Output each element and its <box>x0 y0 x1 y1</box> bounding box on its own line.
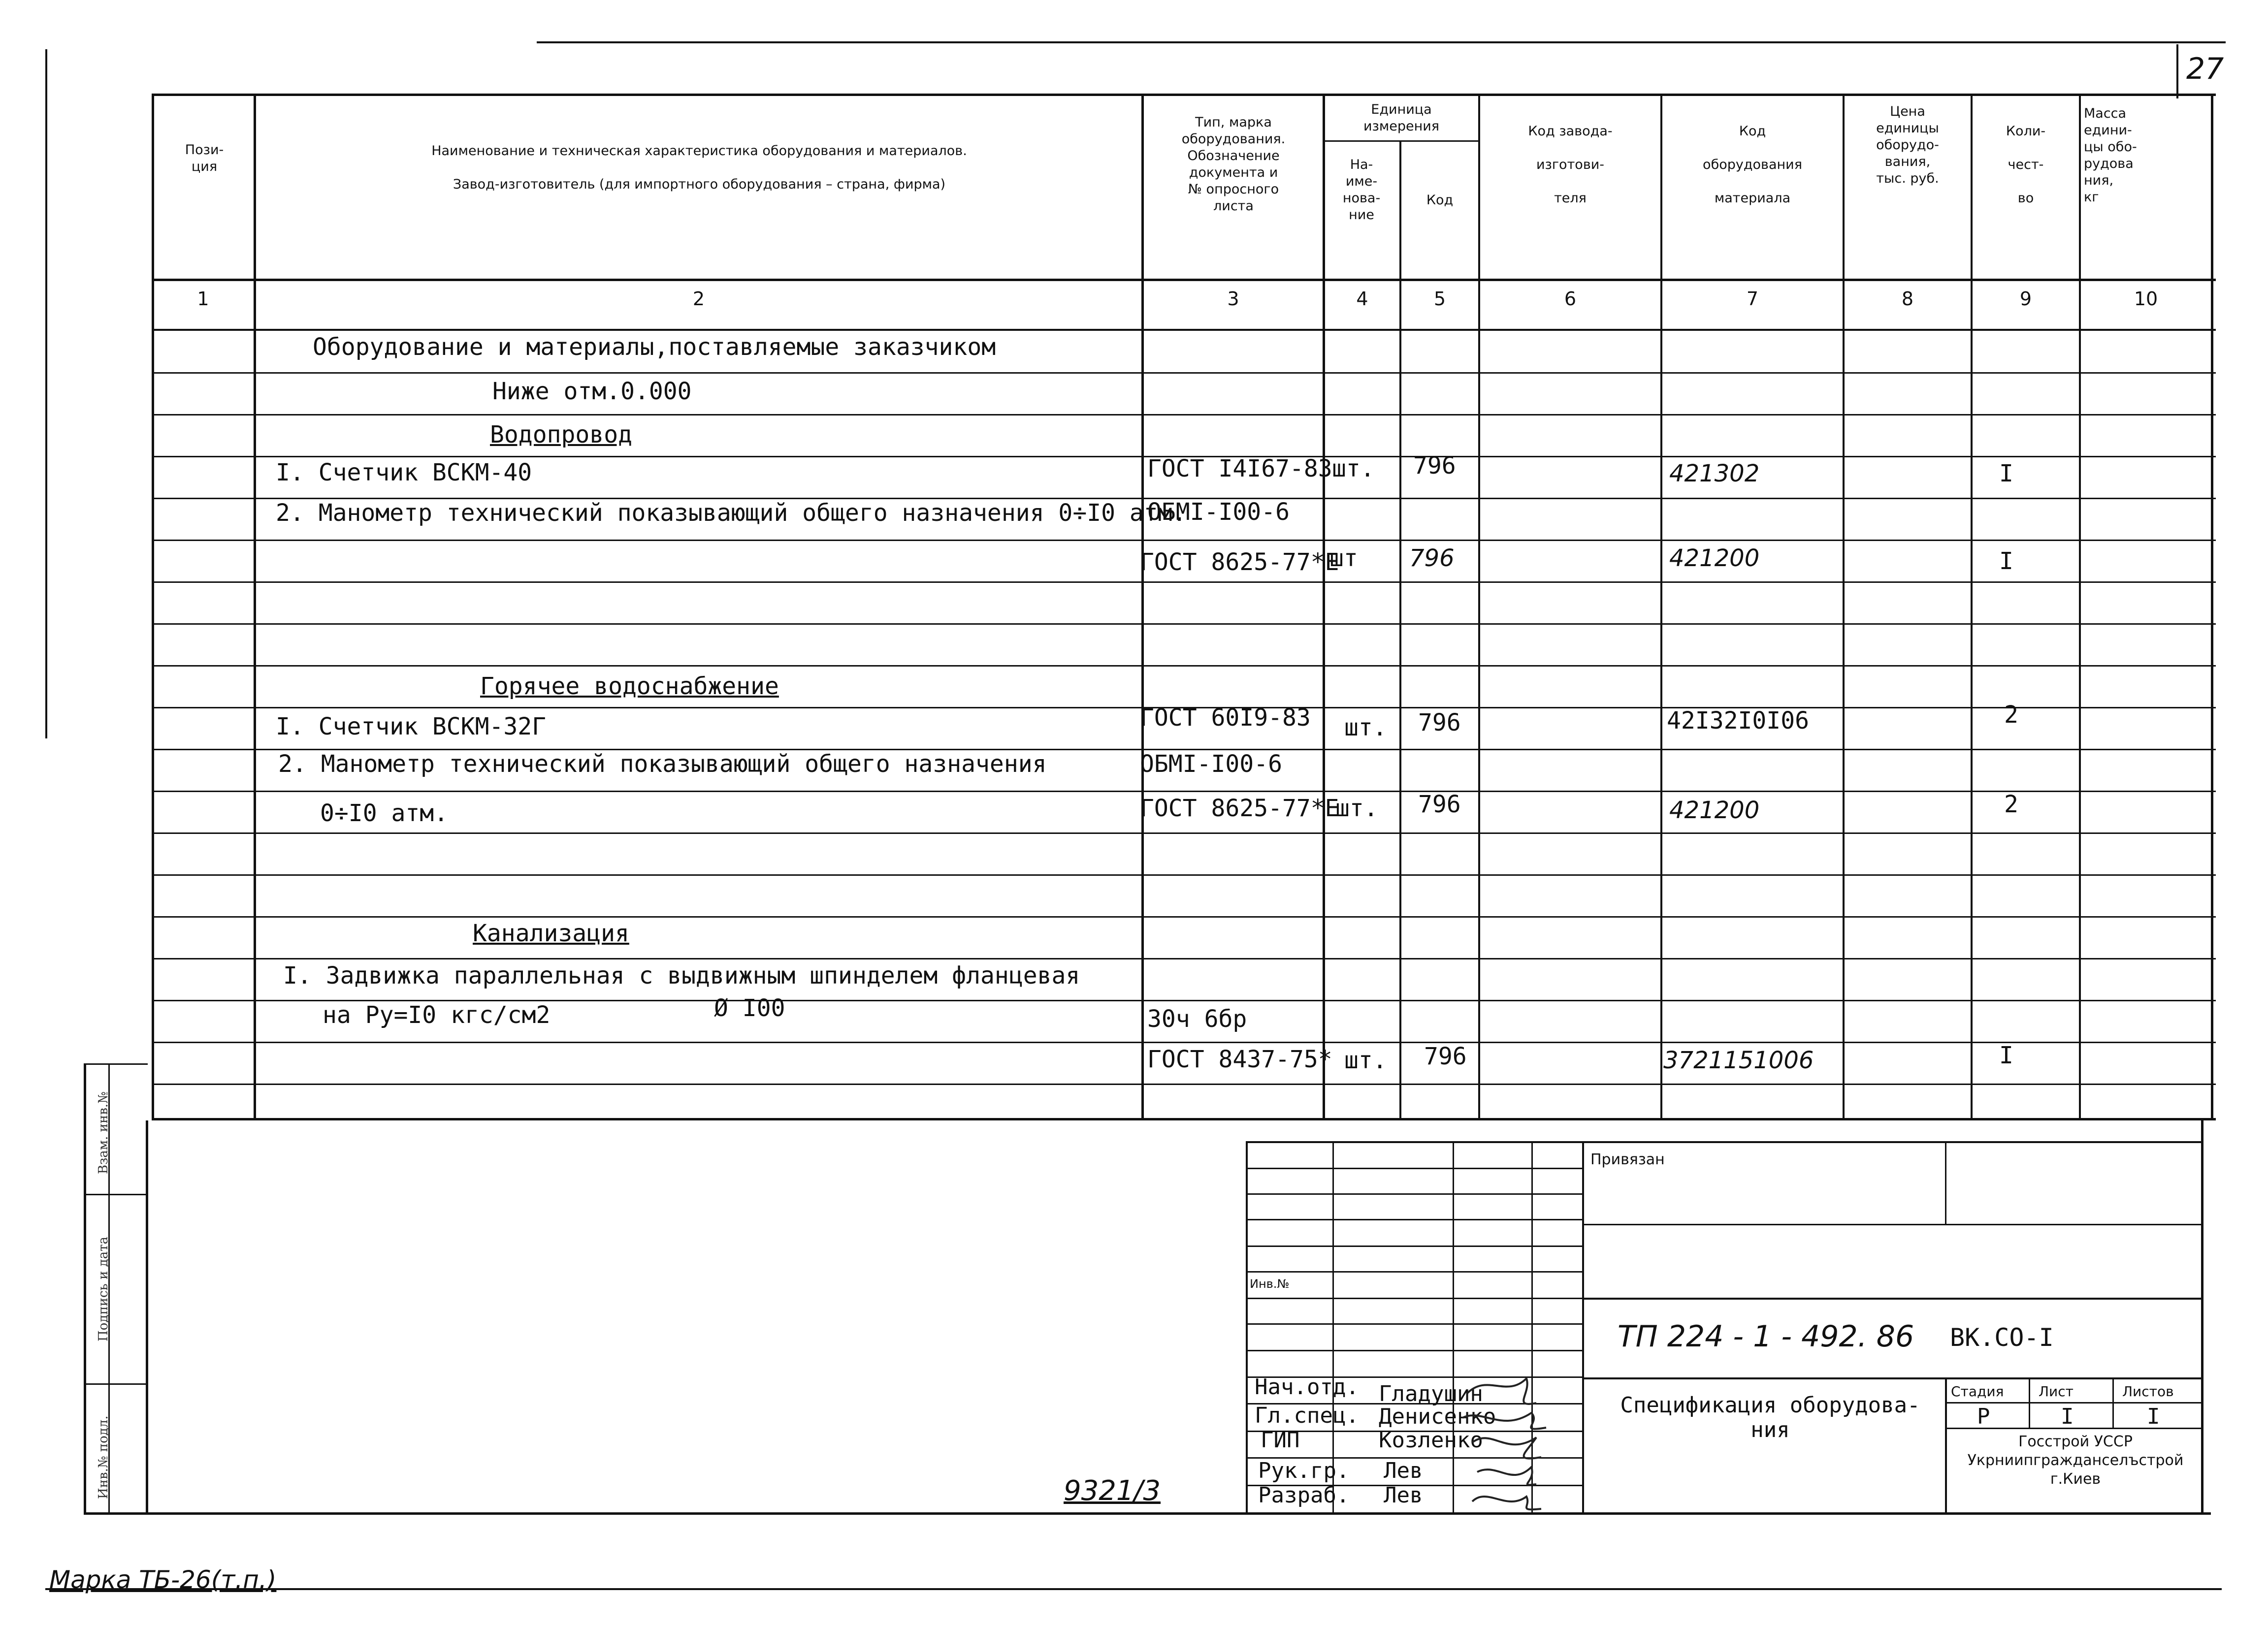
table-right-line <box>2211 94 2213 1120</box>
section-hot-water: Горячее водоснабжение <box>480 672 779 700</box>
side-label-replace-inv: Взам. инв.№ <box>96 1091 111 1174</box>
row-17-unit: шт. <box>1344 1047 1387 1074</box>
sheets-label: Листов <box>2122 1383 2174 1400</box>
row-5-code: 796 <box>1409 544 1455 572</box>
row-4-type: ОБМI-I00-6 <box>1147 498 1290 526</box>
row-11-unit: шт. <box>1335 795 1378 822</box>
header-bottom-line <box>152 279 2216 281</box>
row-16-type: 30ч 6бр <box>1147 1005 1247 1033</box>
sig-name-1: Гладушин <box>1379 1381 1483 1406</box>
page-number: 27 <box>2186 52 2224 86</box>
sig-role-4: Рук.гр. <box>1258 1458 1350 1483</box>
row-16-name: на Ру=I0 кгс/см2 <box>323 1001 551 1029</box>
row-11-type: ГОСТ 8625-77*Е <box>1140 795 1339 822</box>
row-9-name: I. Счетчик ВСКМ-32Г <box>276 713 547 740</box>
table-bottom-line <box>152 1118 2216 1120</box>
header-unit-name: На- име- нова- ние <box>1342 157 1381 223</box>
row-5-qty: I <box>1999 547 2013 575</box>
row-9-equip: 42I32I0I06 <box>1667 707 1809 734</box>
row-3-equip: 421302 <box>1669 460 1760 487</box>
stage-label: Стадия <box>1951 1383 2004 1400</box>
row-3-qty: I <box>1999 460 2013 487</box>
sheet-label: Лист <box>2039 1383 2074 1400</box>
row-16-diameter: Ø I00 <box>714 994 785 1022</box>
row-10-type: ОБМI-I00-6 <box>1140 750 1282 778</box>
row-3-name: I. Счетчик ВСКМ-40 <box>276 459 532 486</box>
sheet-value: I <box>2061 1404 2074 1429</box>
row-15-name: I. Задвижка параллельная с выдвижным шпинделем фланцевая <box>283 962 1080 990</box>
row-5-unit: шт <box>1329 544 1358 572</box>
header-mass: Масса едини- цы обо- рудова ния, кг <box>2084 106 2137 205</box>
row-11-equip: 421200 <box>1669 797 1760 824</box>
colnum-9: 9 <box>2019 288 2032 310</box>
frame-bottom-line <box>84 1512 2211 1515</box>
side-label-original-inv: Инв.№ подл. <box>96 1415 111 1499</box>
row-5-type: ГОСТ 8625-77*Е <box>1140 548 1339 576</box>
sig-role-3: ГИП <box>1261 1428 1300 1453</box>
sig-role-2: Гл.спец. <box>1255 1403 1359 1428</box>
colnum-7: 7 <box>1746 288 1759 310</box>
row-3-unit: шт. <box>1332 455 1375 482</box>
sig-role-1: Нач.отд. <box>1255 1374 1359 1400</box>
archive-number: 9321/3 <box>1064 1475 1161 1507</box>
section-water-supply: Водопровод <box>490 421 632 448</box>
row-10-name: 2. Манометр технический показывающий общего назначения <box>278 750 1047 778</box>
row-9-unit: шт. <box>1344 714 1387 741</box>
header-type: Тип, марка оборудования. Обозначение документа и № опросного листа <box>1181 115 1286 214</box>
sig-role-5: Разраб. <box>1258 1483 1350 1508</box>
sig-name-2: Денисенко <box>1379 1404 1496 1429</box>
subsection-below-zero: Ниже отм.0.000 <box>492 378 692 405</box>
signature-scribbles <box>1458 1364 1566 1516</box>
header-factory-code: Код завода- изготови- теля <box>1528 124 1613 206</box>
row-11-qty: 2 <box>2004 791 2018 818</box>
document-code: ВК.СО-I <box>1950 1323 2054 1352</box>
inv-label: Инв.№ <box>1250 1277 1290 1291</box>
header-position: Пози- ция <box>185 142 224 174</box>
header-name: Наименование и техническая характеристика оборудования и материалов. Завод-изготовитель (для импортного оборудования – страна, фирма) <box>431 143 967 192</box>
table-left-line <box>152 94 154 1120</box>
row-3-type: ГОСТ I4I67-83 <box>1147 455 1332 482</box>
section-sewerage: Канализация <box>473 920 629 947</box>
sig-name-4: Лев <box>1384 1458 1423 1483</box>
row-17-code: 796 <box>1424 1043 1467 1070</box>
header-unit-code: Код <box>1426 192 1454 208</box>
row-9-type: ГОСТ 60I9-83 <box>1140 704 1311 732</box>
stage-value: Р <box>1977 1404 1990 1429</box>
privyazan-label: Привязан <box>1590 1151 1665 1168</box>
bottom-border-line <box>45 1588 2222 1590</box>
colnum-2: 2 <box>692 288 705 310</box>
header-unit-group: Единица измерения <box>1363 102 1440 134</box>
table-top-line <box>152 94 2216 96</box>
sig-name-5: Лев <box>1384 1483 1423 1508</box>
left-margin-line <box>45 49 47 738</box>
side-label-signature-date: Подпись и дата <box>96 1237 111 1341</box>
colnum-8: 8 <box>1901 288 1914 310</box>
colnum-5: 5 <box>1433 288 1446 310</box>
header-equipment-code: Код оборудования материала <box>1703 124 1802 206</box>
row-17-equip: 3721151006 <box>1663 1047 1814 1074</box>
row-17-type: ГОСТ 8437-75* <box>1147 1046 1332 1073</box>
organization: Госстрой УССР Укрниипгражданселъстрой г.Киев <box>1967 1433 2184 1488</box>
sheets-value: I <box>2147 1404 2160 1429</box>
row-3-code: 796 <box>1413 452 1456 479</box>
document-number: ТП 224 - 1 - 492. 86 <box>1618 1319 1914 1354</box>
header-quantity: Коли- чест- во <box>2006 124 2046 206</box>
header-price: Цена единицы оборудо- вания, тыс. руб. <box>1876 104 1939 186</box>
row-5-equip: 421200 <box>1669 544 1760 572</box>
colnum-10: 10 <box>2134 288 2158 310</box>
row-11-name: 0÷I0 атм. <box>320 799 449 827</box>
top-border-line <box>537 41 2226 43</box>
section-title-customer-equipment: Оборудование и материалы,поставляемые заказчиком <box>313 333 996 361</box>
row-4-name: 2. Манометр технический показывающий общего назначения 0÷I0 атм. <box>276 499 1187 527</box>
row-17-qty: I <box>1999 1042 2013 1069</box>
colnum-4: 4 <box>1356 288 1368 310</box>
colnum-6: 6 <box>1564 288 1577 310</box>
row-9-qty: 2 <box>2004 701 2018 729</box>
colnum-3: 3 <box>1227 288 1239 310</box>
marka-label: Марка ТБ-26(т.п.) <box>49 1565 277 1594</box>
row-11-code: 796 <box>1418 791 1461 818</box>
colnum-1: 1 <box>197 288 209 310</box>
row-9-code: 796 <box>1418 709 1461 736</box>
document-title: Спецификация оборудова- ния <box>1620 1393 1920 1442</box>
sig-name-3: Козленко <box>1379 1428 1483 1453</box>
